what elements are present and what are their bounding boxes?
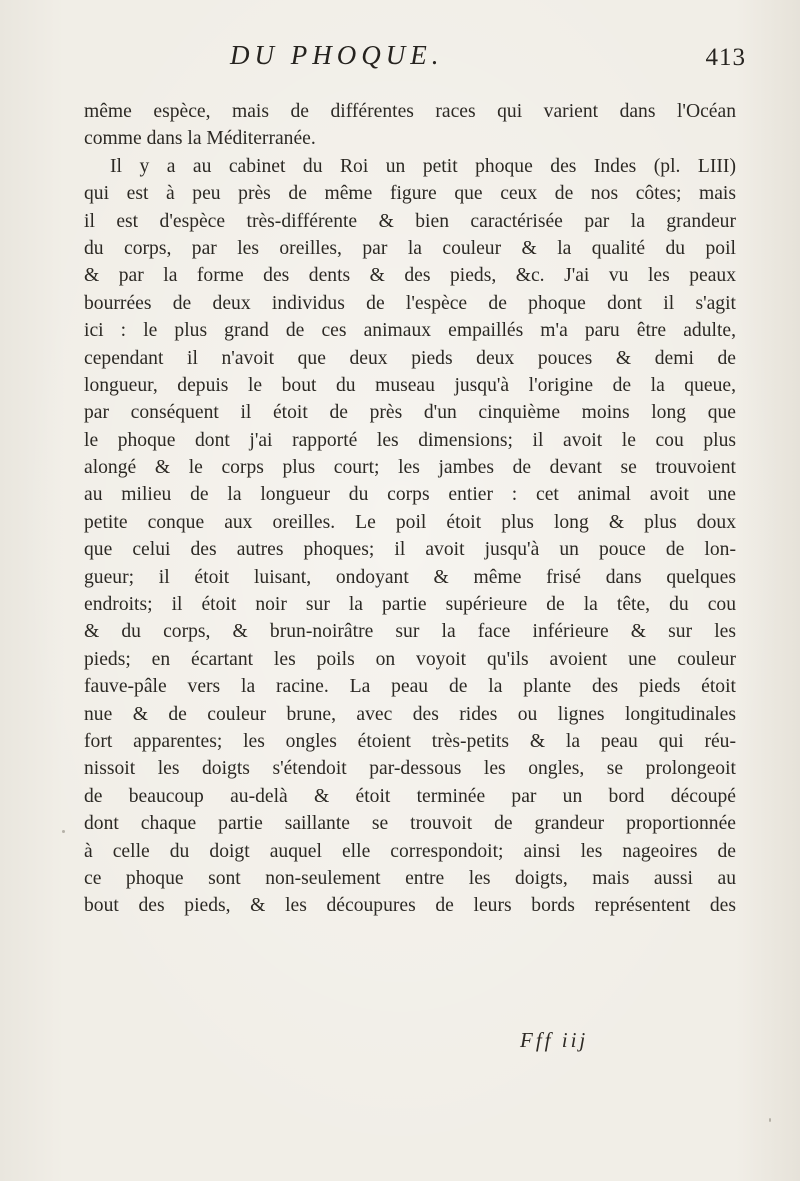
- text-line: comme dans la Méditerranée.: [84, 128, 316, 150]
- text-line: alongé & le corps plus court; les jambes de devant se trouvoient: [84, 457, 736, 479]
- text-line: gueur; il étoit luisant, ondoyant & même frisé dans quelques: [84, 566, 736, 588]
- text-line: dont chaque partie saillante se trouvoit de grandeur proportionnée: [84, 813, 736, 835]
- text-line: de beaucoup au-delà & étoit terminée par un bord découpé: [84, 785, 736, 807]
- text-line: endroits; il étoit noir sur la partie supérieure de la tête, du cou: [84, 594, 736, 616]
- text-line: au milieu de la longueur du corps entier : cet animal avoit une: [84, 484, 736, 506]
- page-header: [60, 36, 770, 96]
- text-line: & du corps, & brun-noirâtre sur la face inférieure & sur les: [84, 621, 736, 643]
- text-line: & par la forme des dents & des pieds, &c. J'ai vu les peaux: [84, 265, 736, 287]
- running-title: DU PHOQUE.: [230, 40, 444, 70]
- signature-mark: Fff iij: [520, 1028, 589, 1052]
- paper-speck: [62, 830, 65, 833]
- text-line: cependant il n'avoit que deux pieds deux pouces & demi de: [84, 347, 736, 369]
- text-line: petite conque aux oreilles. Le poil étoit plus long & plus doux: [84, 511, 736, 533]
- text-line: par conséquent il étoit de près d'un cinquième moins long que: [84, 402, 736, 424]
- text-line: même espèce, mais de différentes races qui varient dans l'Océan: [84, 101, 736, 122]
- text-line: il est d'espèce très-différente & bien caractérisée par la grandeur: [84, 210, 736, 232]
- text-line: longueur, depuis le bout du museau jusqu'à l'origine de la queue,: [84, 374, 736, 396]
- text-line: bourrées de deux individus de l'espèce de phoque dont il s'agit: [84, 292, 736, 314]
- body-text: [84, 98, 736, 920]
- text-line: nissoit les doigts s'étendoit par-dessous les ongles, se prolongeoit: [84, 758, 736, 780]
- text-line: du corps, par les oreilles, par la couleur & la qualité du poil: [84, 237, 736, 259]
- text-line: fort apparentes; les ongles étoient très-petits & la peau qui réu-: [84, 730, 736, 752]
- text-line: que celui des autres phoques; il avoit jusqu'à un pouce de lon-: [84, 539, 736, 561]
- text-line: ce phoque sont non-seulement entre les doigts, mais aussi au: [84, 867, 736, 889]
- text-line: le phoque dont j'ai rapporté les dimensions; il avoit le cou plus: [84, 429, 736, 451]
- text-line: qui est à peu près de même figure que ceux de nos côtes; mais: [84, 183, 736, 205]
- text-line: à celle du doigt auquel elle correspondoit; ainsi les nageoires de: [84, 840, 736, 862]
- page-number: 413: [705, 44, 746, 71]
- text-line: ici : le plus grand de ces animaux empaillés m'a paru être adulte,: [84, 320, 736, 342]
- text-line: fauve-pâle vers la racine. La peau de la plante des pieds étoit: [84, 676, 736, 698]
- text-line: pieds; en écartant les poils on voyoit qu'ils avoient une couleur: [84, 648, 736, 670]
- paper-speck: [769, 1118, 771, 1122]
- text-line: Il y a au cabinet du Roi un petit phoque des Indes (pl. LIII): [110, 155, 736, 177]
- text-line: nue & de couleur brune, avec des rides ou lignes longitudinales: [84, 703, 736, 725]
- text-line: bout des pieds, & les découpures de leurs bords représentent des: [84, 895, 736, 917]
